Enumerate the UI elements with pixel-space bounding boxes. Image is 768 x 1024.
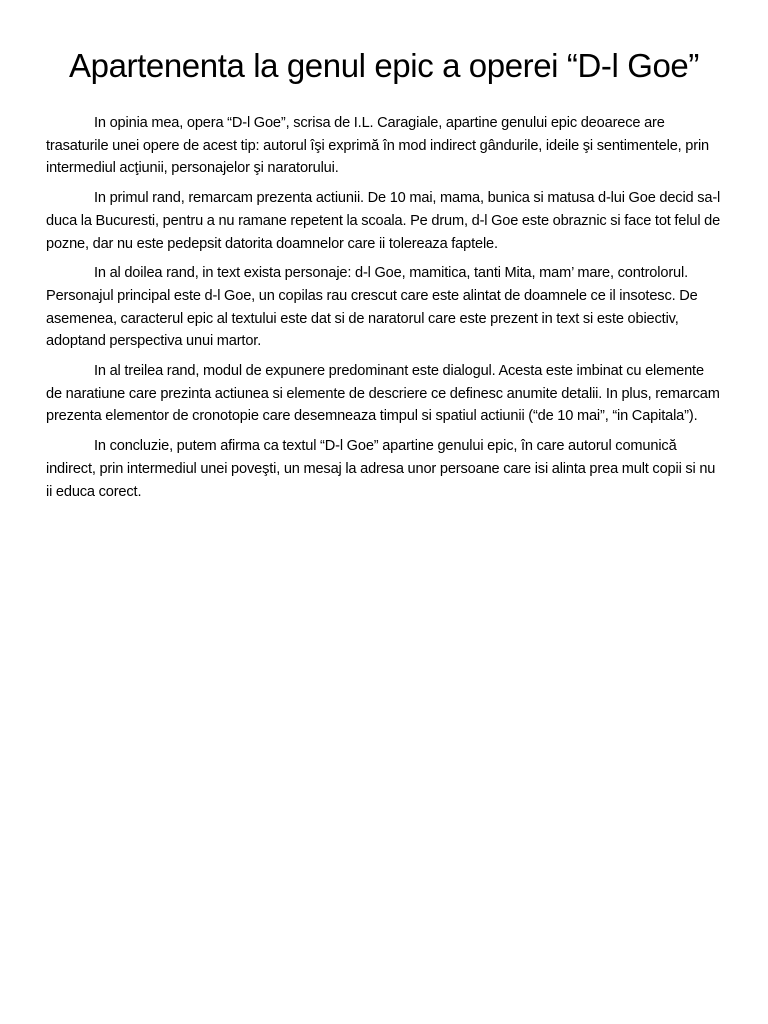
paragraph-intro: In opinia mea, opera “D-l Goe”, scrisa de I.L. Caragiale, apartine genului epic deoarece are trasaturile unei opere de acest tip: autorul îşi exprimă în mod indirect gândurile, ideile şi sentimentele, prin intermediul acţiunii, personajelor şi naratorului.	[46, 115, 710, 177]
paragraph-conclusion: In concluzie, putem afirma ca textul “D-l Goe” apartine genului epic, în care autorul comunică indirect, prin intermediul unei poveşti, un mesaj la adresa unor persoane care isi alinta prea mult copii si nu ii educa corect.	[46, 438, 716, 500]
paragraph-action: In primul rand, remarcam prezenta actiunii. De 10 mai, mama, bunica si matusa d-lui Goe decid sa-l duca la Bucuresti, pentru a nu ramane repetent la scoala. Pe drum, d-l Goe este obraznic si face tot felul de pozne, dar nu este pedepsit datorita doamnelor care ii tolereaza faptele.	[46, 190, 721, 252]
page-title: Apartenenta la genul epic a operei “D-l Goe”	[69, 47, 699, 84]
document-body	[46, 112, 722, 510]
paragraph-expression-mode: In al treilea rand, modul de expunere predominant este dialogul. Acesta este imbinat cu elemente de naratiune care prezinta actiunea si elemente de descriere ce definesc anumite detalii. In plus, remarcam prezenta elementor de cronotopie care desemneaza timpul si spatiul actiunii (“de 10 mai”, “in Capitala”).	[46, 363, 720, 425]
paragraph-characters: In al doilea rand, in text exista personaje: d-l Goe, mamitica, tanti Mita, mam’ mare, controlorul. Personajul principal este d-l Goe, un copilas rau crescut care este alintat de doamnele ce il insotesc. De asemenea, caracterul epic al textului este dat si de naratorul care este prezent in text si este obiectiv, adoptand perspectiva unui martor.	[46, 265, 698, 350]
